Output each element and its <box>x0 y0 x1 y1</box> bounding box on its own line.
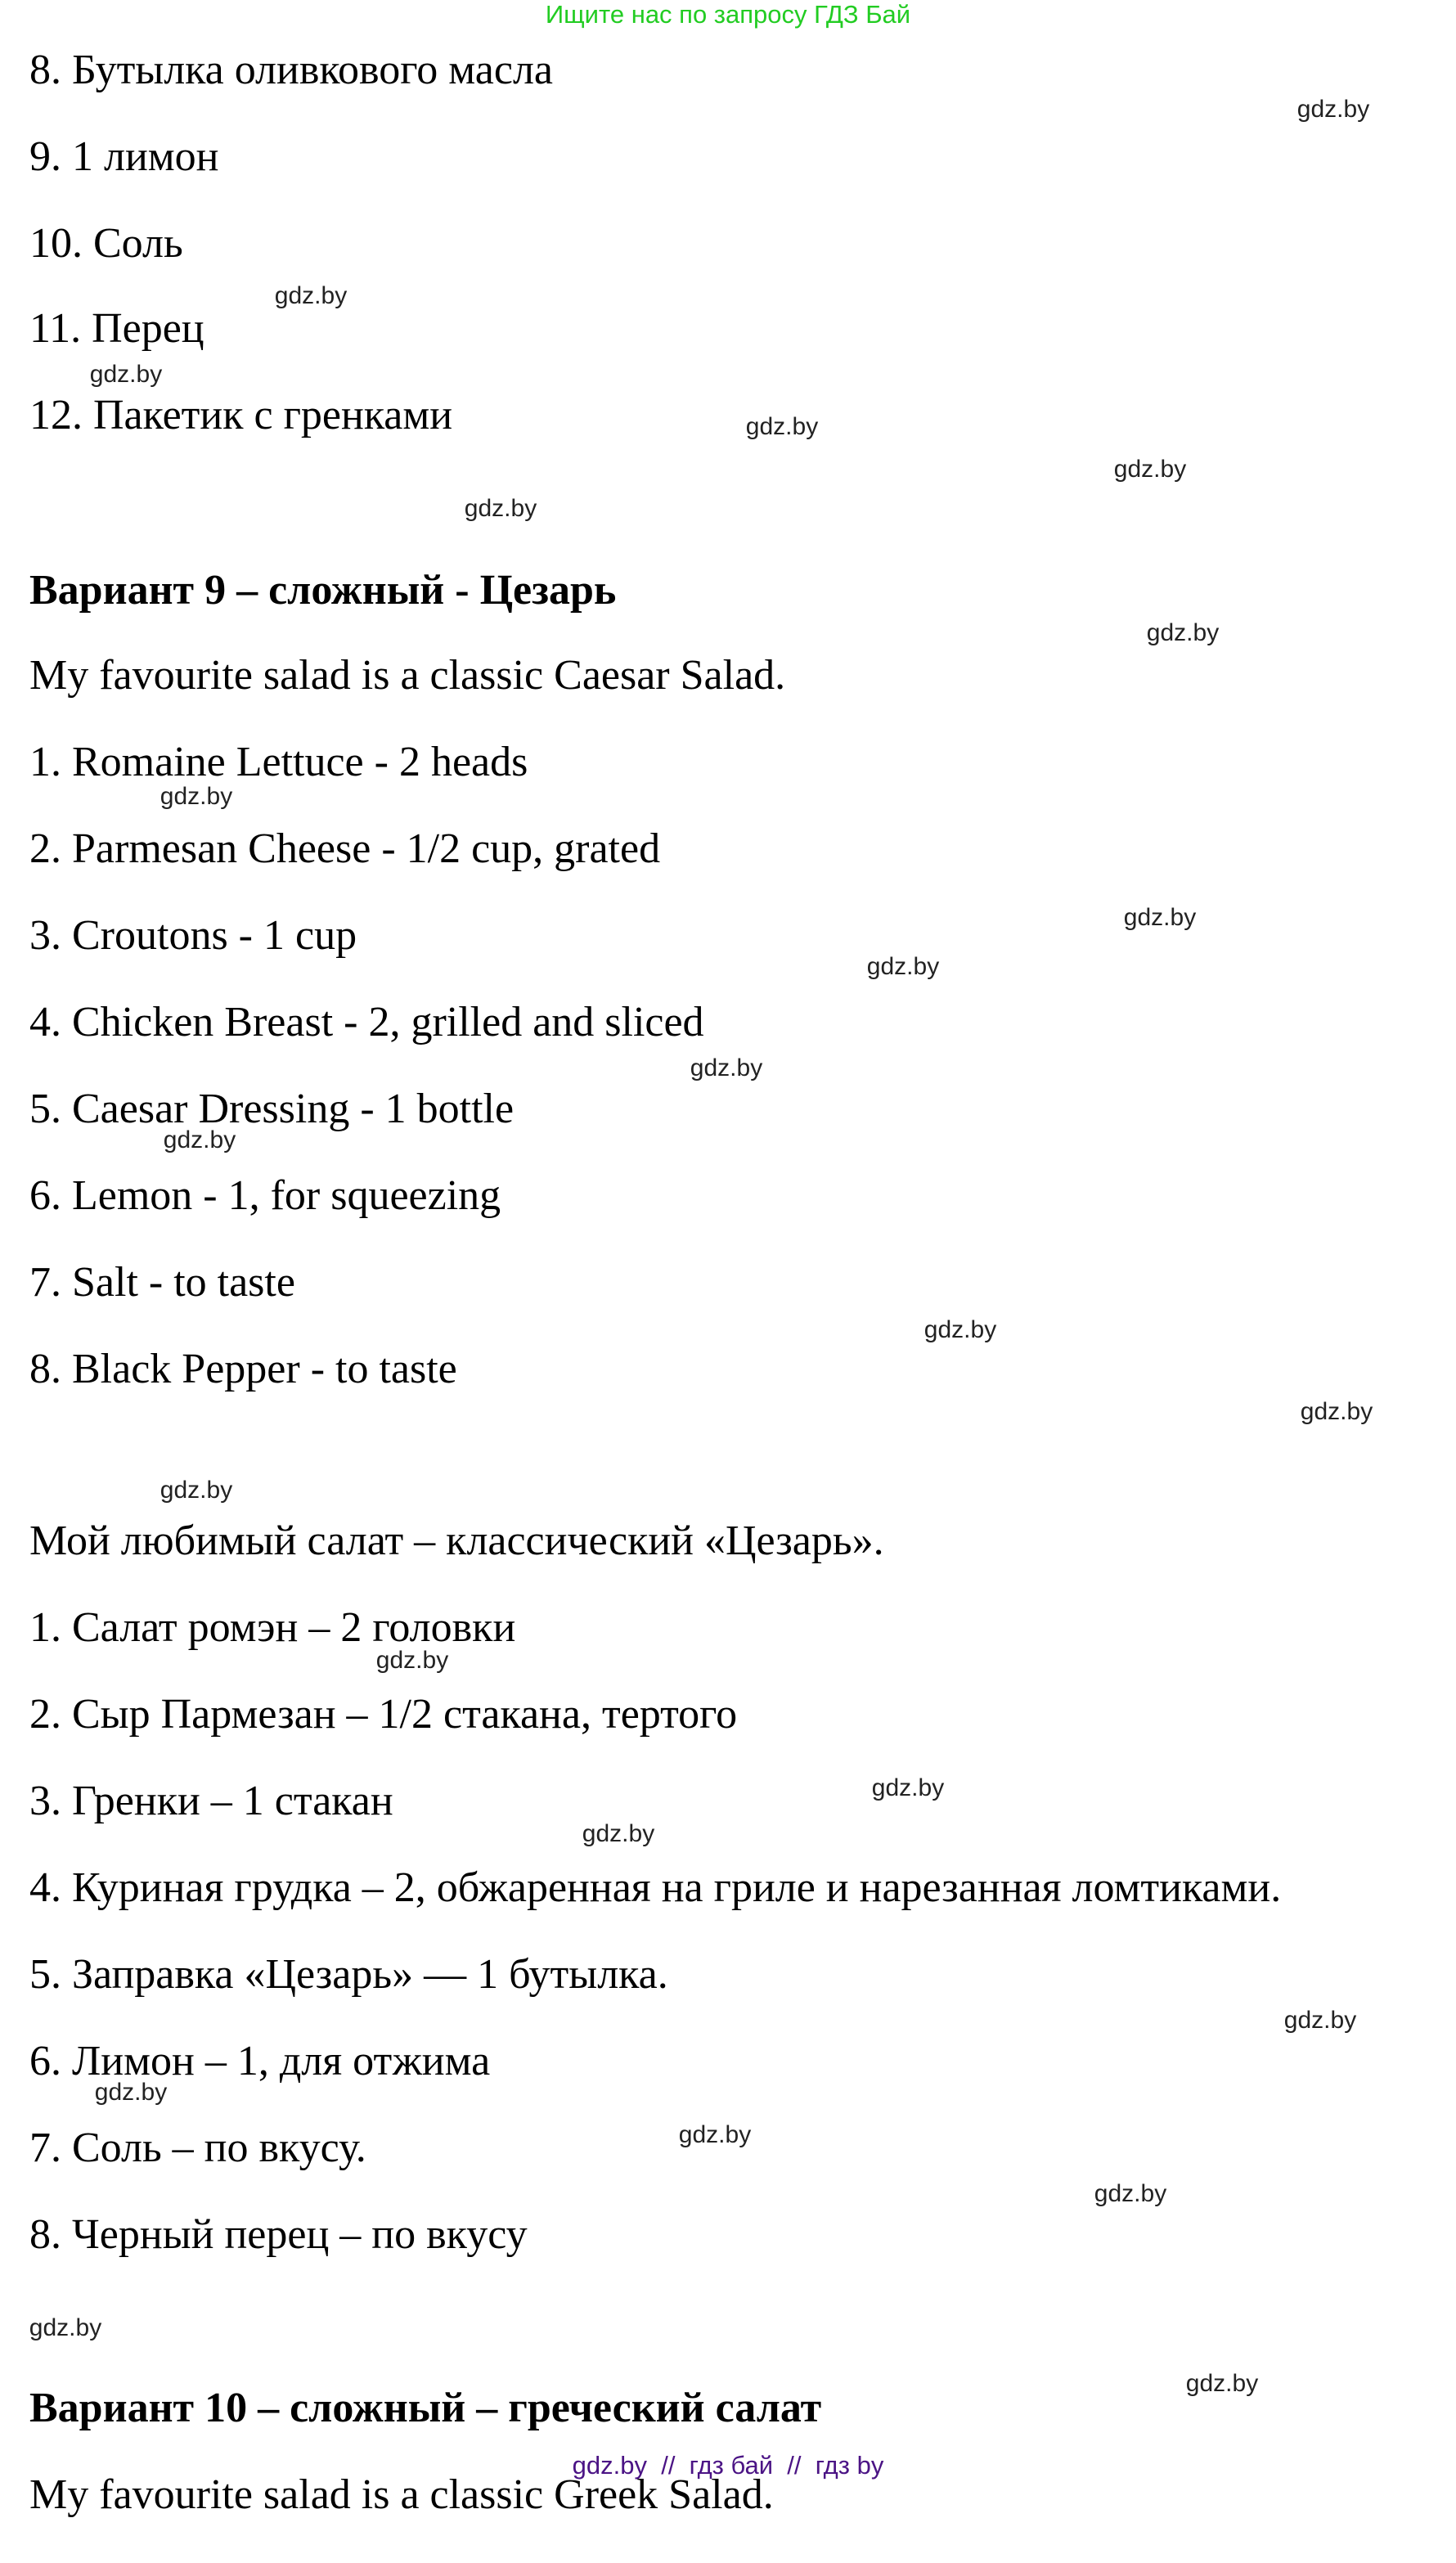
variant-10-heading: Вариант 10 – сложный – греческий салат <box>29 2385 822 2431</box>
watermark: gdz.by <box>160 1477 233 1504</box>
intro-ru: Мой любимый салат – классический «Цезарь». <box>29 1518 884 1564</box>
list-item: 6. Lemon - 1, for squeezing <box>29 1172 501 1219</box>
list-item: 8. Black Pepper - to taste <box>29 1346 457 1392</box>
list-item: 7. Соль – по вкусу. <box>29 2125 366 2171</box>
watermark: gdz.by <box>29 2314 102 2341</box>
list-item: 1. Салат ромэн – 2 головки <box>29 1604 516 1651</box>
intro-en: My favourite salad is a classic Greek Salad. <box>29 2471 774 2518</box>
watermark: gdz.by <box>160 783 233 810</box>
watermark: gdz.by <box>690 1054 763 1081</box>
search-hint-banner: Ищите нас по запросу ГДЗ Бай <box>545 0 911 29</box>
list-item: 5. Заправка «Цезарь» — 1 бутылка. <box>29 1951 668 1998</box>
variant-9-heading: Вариант 9 – сложный - Цезарь <box>29 567 617 614</box>
watermark: gdz.by <box>375 1647 449 1674</box>
watermark: gdz.by <box>1300 1398 1373 1425</box>
watermark: gdz.by <box>1123 904 1197 931</box>
list-item: 9. 1 лимон <box>29 133 219 180</box>
watermark: gdz.by <box>871 1774 945 1801</box>
watermark: gdz.by <box>866 953 940 980</box>
watermark: gdz.by <box>89 361 163 388</box>
watermark: gdz.by <box>464 495 537 522</box>
list-item: 2. Сыр Пармезан – 1/2 стакана, тертого <box>29 1691 738 1738</box>
watermark: gdz.by <box>94 2079 168 2106</box>
watermark: gdz.by <box>1113 456 1187 483</box>
watermark: gdz.by <box>1146 619 1220 646</box>
footer-links[interactable]: gdz.by // гдз бай // гдз by <box>572 2451 884 2480</box>
watermark: gdz.by <box>1185 2370 1259 2397</box>
list-item: 4. Куриная грудка – 2, обжаренная на гриле и нарезанная ломтиками. <box>29 1864 1282 1911</box>
list-item: 5. Caesar Dressing - 1 bottle <box>29 1086 515 1132</box>
intro-en: My favourite salad is a classic Caesar Salad. <box>29 652 786 699</box>
list-item: 3. Гренки – 1 стакан <box>29 1778 393 1824</box>
list-item: 12. Пакетик с гренками <box>29 392 453 438</box>
watermark: gdz.by <box>1296 96 1370 123</box>
watermark: gdz.by <box>1094 2180 1167 2207</box>
list-item: 3. Croutons - 1 cup <box>29 912 357 959</box>
list-item: 7. Salt - to taste <box>29 1259 295 1306</box>
list-item: 10. Соль <box>29 220 183 267</box>
list-item: 2. Parmesan Cheese - 1/2 cup, grated <box>29 825 661 872</box>
watermark: gdz.by <box>745 413 819 440</box>
list-item: 11. Перец <box>29 305 204 352</box>
watermark: gdz.by <box>274 282 348 309</box>
watermark: gdz.by <box>1283 2007 1357 2034</box>
list-item: 6. Лимон – 1, для отжима <box>29 2038 491 2084</box>
list-item: 8. Черный перец – по вкусу <box>29 2211 528 2258</box>
watermark: gdz.by <box>163 1126 236 1153</box>
list-item: 4. Chicken Breast - 2, grilled and sliced <box>29 999 704 1045</box>
watermark: gdz.by <box>678 2121 752 2148</box>
watermark: gdz.by <box>582 1820 655 1847</box>
list-item: 8. Бутылка оливкового масла <box>29 47 553 93</box>
list-item: 1. Romaine Lettuce - 2 heads <box>29 739 528 785</box>
watermark: gdz.by <box>923 1316 997 1343</box>
